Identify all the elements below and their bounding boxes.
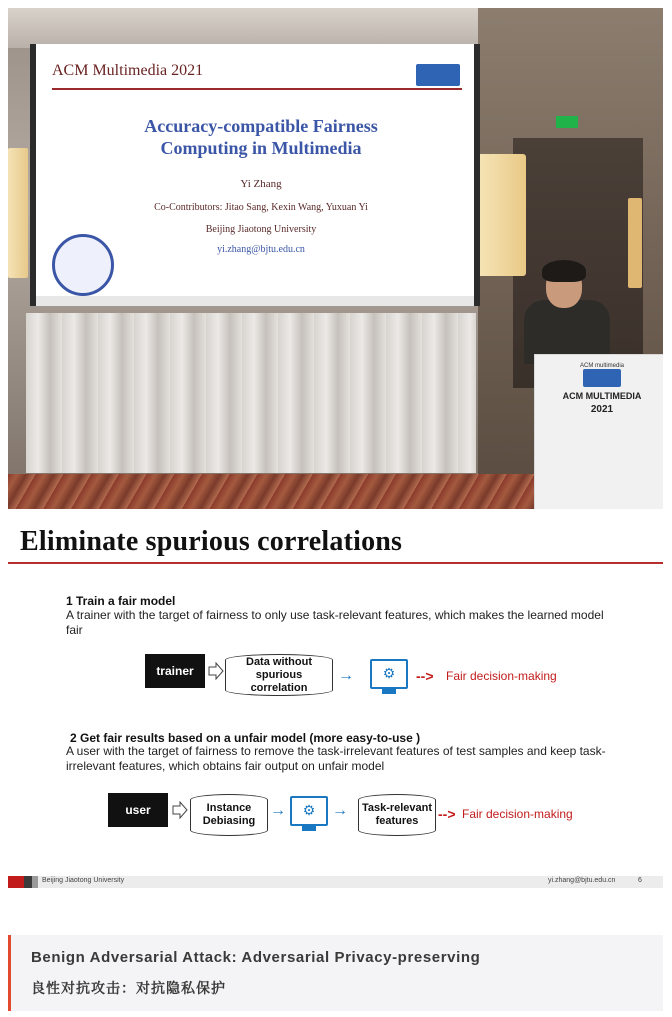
acm-mm-logo <box>416 64 460 86</box>
caption-card <box>8 935 663 1011</box>
task-relevant-features-box: Task-relevant features <box>358 794 436 836</box>
screen-email: yi.zhang@bjtu.edu.cn <box>217 244 305 255</box>
exit-sign <box>556 116 578 128</box>
podium-logo <box>583 369 621 387</box>
conference-photo <box>8 8 663 509</box>
screen-footer-bar <box>36 296 474 306</box>
hollow-arrow-icon <box>172 801 188 819</box>
caption-chinese: 良性对抗攻击：对抗隐私保护 <box>31 980 226 996</box>
red-arrow-icon: --> <box>416 668 434 684</box>
podium-small-label: ACM multimedia <box>579 363 624 369</box>
computer-gear-icon: ⚙ <box>370 659 408 689</box>
podium-year: 2021 <box>590 404 614 415</box>
user-box: user <box>108 793 168 827</box>
section1-heading: 1 Train a fair model <box>66 594 176 608</box>
monitor-stand-icon <box>302 826 316 831</box>
red-arrow-icon: --> <box>438 806 456 822</box>
trainer-box: trainer <box>145 654 205 688</box>
computer-gear-icon: ⚙ <box>290 796 328 826</box>
screen-title-line2: Computing in Multimedia <box>160 138 362 158</box>
podium-title: ACM MULTIMEDIA <box>562 391 642 401</box>
footer-page-number: 6 <box>638 877 642 884</box>
data-without-spurious-correlation-box: Data without spurious correlation <box>225 654 333 696</box>
blue-arrow-icon: → <box>338 667 354 684</box>
footer-accent-dark <box>24 876 32 888</box>
blue-arrow-icon: → <box>332 802 348 819</box>
section2-heading: 2 Get fair results based on a unfair model (more easy-to-use ) <box>70 731 421 745</box>
section2-result: Fair decision-making <box>462 807 573 821</box>
screen-header-rule <box>52 88 462 90</box>
slide-title-rule <box>8 562 663 564</box>
podium <box>534 354 663 509</box>
hollow-arrow-icon <box>208 662 224 680</box>
footer-university: Beijing Jiaotong University <box>42 877 125 884</box>
wall-lamp-far-right <box>628 198 642 288</box>
university-seal-icon <box>52 234 114 296</box>
screen-contributors: Co-Contributors: Jitao Sang, Kexin Wang, Yuxuan Yi <box>154 202 368 213</box>
blue-arrow-icon: → <box>270 802 286 819</box>
screen-title-line1: Accuracy-compatible Fairness <box>144 116 378 136</box>
slide-title: Eliminate spurious correlations <box>20 526 403 557</box>
speaker-hair <box>542 260 586 282</box>
screen-author: Yi Zhang <box>240 178 282 190</box>
screen-institution: Beijing Jiaotong University <box>205 224 317 235</box>
section1-result: Fair decision-making <box>446 669 557 683</box>
projection-screen <box>30 44 480 306</box>
footer-accent-red <box>8 876 24 888</box>
section1-text: A trainer with the target of fairness to only use task-relevant features, which makes the learned model fair <box>66 608 604 637</box>
footer-accent-grey <box>32 876 38 888</box>
slide <box>8 518 663 890</box>
instance-debiasing-box: Instance Debiasing <box>190 794 268 836</box>
wall-lamp-left <box>8 148 28 278</box>
section2-text: A user with the target of fairness to remove the task-irrelevant features of test samples and keep task-irrelevant features, which obtains fair output on unfair model <box>66 744 606 773</box>
slide-footer <box>8 876 663 888</box>
monitor-stand-icon <box>382 689 396 694</box>
caption-english: Benign Adversarial Attack: Adversarial Privacy-preserving <box>31 949 481 966</box>
screen-conference-name: ACM Multimedia 2021 <box>52 62 204 79</box>
footer-email: yi.zhang@bjtu.edu.cn <box>548 877 616 884</box>
stage-curtain <box>26 313 476 473</box>
